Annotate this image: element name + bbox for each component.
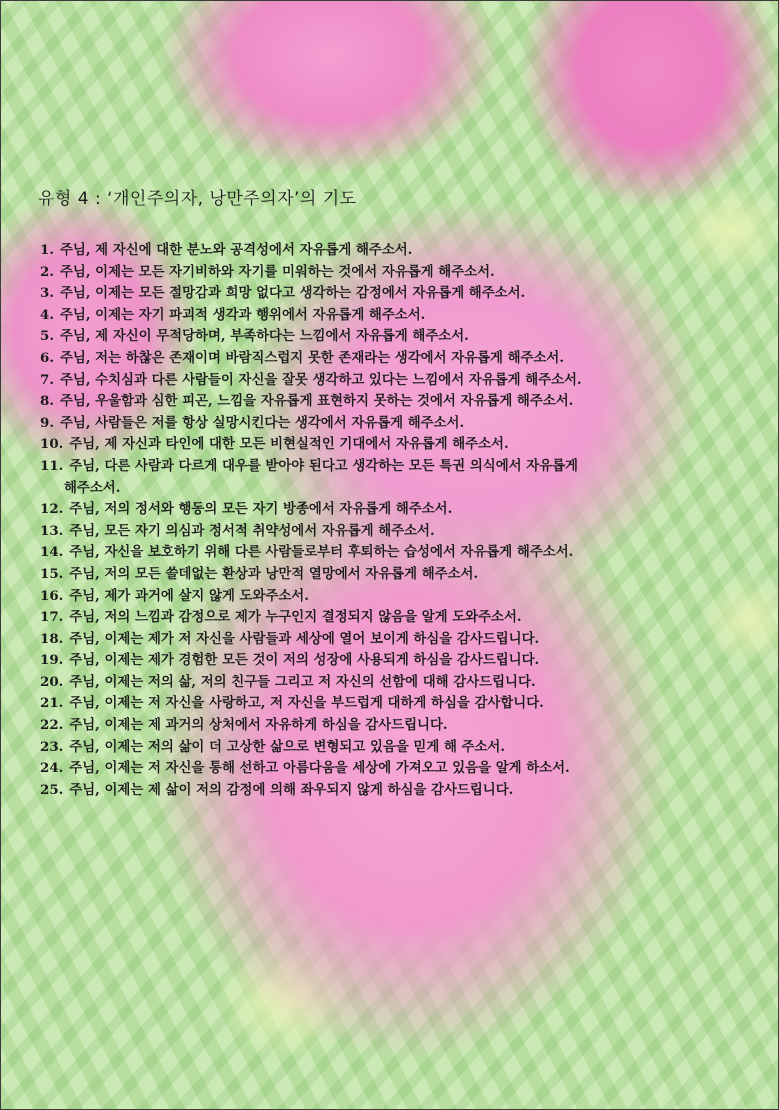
item-number: 23. bbox=[40, 738, 64, 755]
item-number: 3. bbox=[40, 285, 54, 302]
prayer-item bbox=[40, 542, 582, 564]
item-text: 주님, 모든 자기 의심과 정서적 취약성에서 자유롭게 해주소서. bbox=[69, 522, 435, 539]
item-number: 6. bbox=[40, 349, 54, 366]
item-text: 주님, 수치심과 다른 사람들이 자신을 잘못 생각하고 있다는 느낌에서 자유롭게 해주소서. bbox=[59, 371, 582, 388]
prayer-item bbox=[40, 434, 582, 456]
prayer-item bbox=[40, 262, 582, 284]
item-number: 21. bbox=[40, 695, 64, 712]
prayer-item bbox=[40, 672, 582, 694]
item-text: 주님, 저의 느낌과 감정으로 제가 누구인지 결정되지 않음을 알게 도와주소서. bbox=[69, 609, 522, 626]
item-text: 주님, 이제는 자기 파괴적 생각과 행위에서 자유롭게 해주소서. bbox=[59, 306, 426, 323]
item-text: 주님, 우울함과 심한 피곤, 느낌을 자유롭게 표현하지 못하는 것에서 자유롭게 해주소서. bbox=[59, 393, 574, 410]
prayer-title: 유형 4 : ‘개인주의자, 낭만주의자’의 기도 bbox=[38, 189, 357, 209]
item-number: 2. bbox=[40, 263, 54, 280]
item-number: 13. bbox=[40, 522, 64, 539]
item-number: 9. bbox=[40, 414, 54, 431]
item-text: 주님, 이제는 제가 경험한 모든 것이 저의 성장에 사용되게 하심을 감사드립니다. bbox=[69, 652, 540, 669]
item-number: 1. bbox=[40, 242, 54, 258]
item-text: 주님, 저는 하찮은 존재이며 바람직스럽지 못한 존재라는 생각에서 자유롭게 해주소서. bbox=[59, 349, 564, 366]
item-text: 주님, 제 자신에 대한 분노와 공격성에서 자유롭게 해주소서. bbox=[59, 242, 413, 258]
prayer-item bbox=[40, 305, 582, 327]
prayer-item bbox=[40, 240, 582, 262]
item-number: 7. bbox=[40, 371, 54, 388]
item-number: 19. bbox=[40, 652, 64, 669]
item-text: 주님, 제 자신이 무적당하며, 부족하다는 느낌에서 자유롭게 해주소서. bbox=[59, 328, 469, 345]
prayer-item bbox=[40, 456, 582, 499]
item-number: 10. bbox=[40, 436, 64, 453]
item-number: 14. bbox=[40, 544, 64, 561]
prayer-item bbox=[40, 370, 582, 392]
item-number: 25. bbox=[40, 781, 64, 798]
item-text: 주님, 이제는 모든 절망감과 희망 없다고 생각하는 감정에서 자유롭게 해주소서. bbox=[59, 285, 526, 302]
item-number: 17. bbox=[40, 609, 64, 626]
item-number: 4. bbox=[40, 306, 54, 323]
prayer-item bbox=[40, 564, 582, 586]
item-text: 주님, 이제는 모든 자기비하와 자기를 미워하는 것에서 자유롭게 해주소서. bbox=[59, 263, 495, 280]
item-text: 주님, 자신을 보호하기 위해 다른 사람들로부터 후퇴하는 습성에서 자유롭게 해주소서. bbox=[69, 544, 574, 561]
prayer-item bbox=[40, 413, 582, 435]
item-text: 주님, 이제는 제가 저 자신을 사람들과 세상에 열어 보이게 하심을 감사드립니다. bbox=[69, 630, 540, 647]
prayer-item bbox=[40, 607, 582, 629]
prayer-item bbox=[40, 737, 582, 759]
item-number: 22. bbox=[40, 717, 64, 734]
prayer-item bbox=[40, 326, 582, 348]
item-text: 주님, 이제는 저 자신을 사랑하고, 저 자신을 부드럽게 대하게 하심을 감사합니다. bbox=[69, 695, 544, 712]
item-text: 주님, 이제는 제 삶이 저의 감정에 의해 좌우되지 않게 하심을 감사드립니다. bbox=[69, 781, 514, 798]
item-text: 주님, 다른 사람과 다르게 대우를 받아야 된다고 생각하는 모든 특권 의식에서 자유롭게 bbox=[69, 457, 578, 474]
prayer-item bbox=[40, 693, 582, 715]
prayer-item bbox=[40, 586, 582, 608]
item-text-continuation: 해주소서. bbox=[64, 479, 121, 496]
prayer-list bbox=[40, 240, 582, 801]
item-text: 주님, 사람들은 저를 항상 실망시킨다는 생각에서 자유롭게 해주소서. bbox=[59, 414, 465, 431]
item-text: 주님, 저의 모든 쓸데없는 환상과 낭만적 열망에서 자유롭게 해주소서. bbox=[69, 565, 479, 582]
item-number: 5. bbox=[40, 328, 54, 345]
prayer-item bbox=[40, 758, 582, 780]
prayer-item bbox=[40, 715, 582, 737]
prayer-item bbox=[40, 391, 582, 413]
item-text: 주님, 제가 과거에 살지 않게 도와주소서. bbox=[69, 587, 309, 604]
prayer-item bbox=[40, 348, 582, 370]
item-text: 주님, 제 자신과 타인에 대한 모든 비현실적인 기대에서 자유롭게 해주소서. bbox=[69, 436, 509, 453]
prayer-item bbox=[40, 499, 582, 521]
item-number: 12. bbox=[40, 501, 64, 518]
item-number: 18. bbox=[40, 630, 64, 647]
item-number: 15. bbox=[40, 565, 64, 582]
item-number: 16. bbox=[40, 587, 64, 604]
item-text: 주님, 이제는 저의 삶, 저의 친구들 그리고 저 자신의 선함에 대해 감사드립니다. bbox=[69, 673, 536, 690]
item-text: 주님, 이제는 저의 삶이 더 고상한 삶으로 변형되고 있음을 믿게 해 주소서. bbox=[69, 738, 506, 755]
item-number: 24. bbox=[40, 760, 64, 777]
prayer-item bbox=[40, 650, 582, 672]
item-text: 주님, 이제는 제 과거의 상처에서 자유하게 하심을 감사드립니다. bbox=[69, 717, 448, 734]
item-number: 11. bbox=[40, 457, 64, 474]
prayer-item bbox=[40, 521, 582, 543]
prayer-item bbox=[40, 780, 582, 802]
item-number: 8. bbox=[40, 393, 54, 410]
item-number: 20. bbox=[40, 673, 64, 690]
item-text: 주님, 이제는 저 자신을 통해 선하고 아름다움을 세상에 가져오고 있음을 알게 하소서. bbox=[69, 760, 570, 777]
item-text: 주님, 저의 정서와 행동의 모든 자기 방종에서 자유롭게 해주소서. bbox=[69, 501, 453, 518]
prayer-item bbox=[40, 629, 582, 651]
prayer-item bbox=[40, 283, 582, 305]
